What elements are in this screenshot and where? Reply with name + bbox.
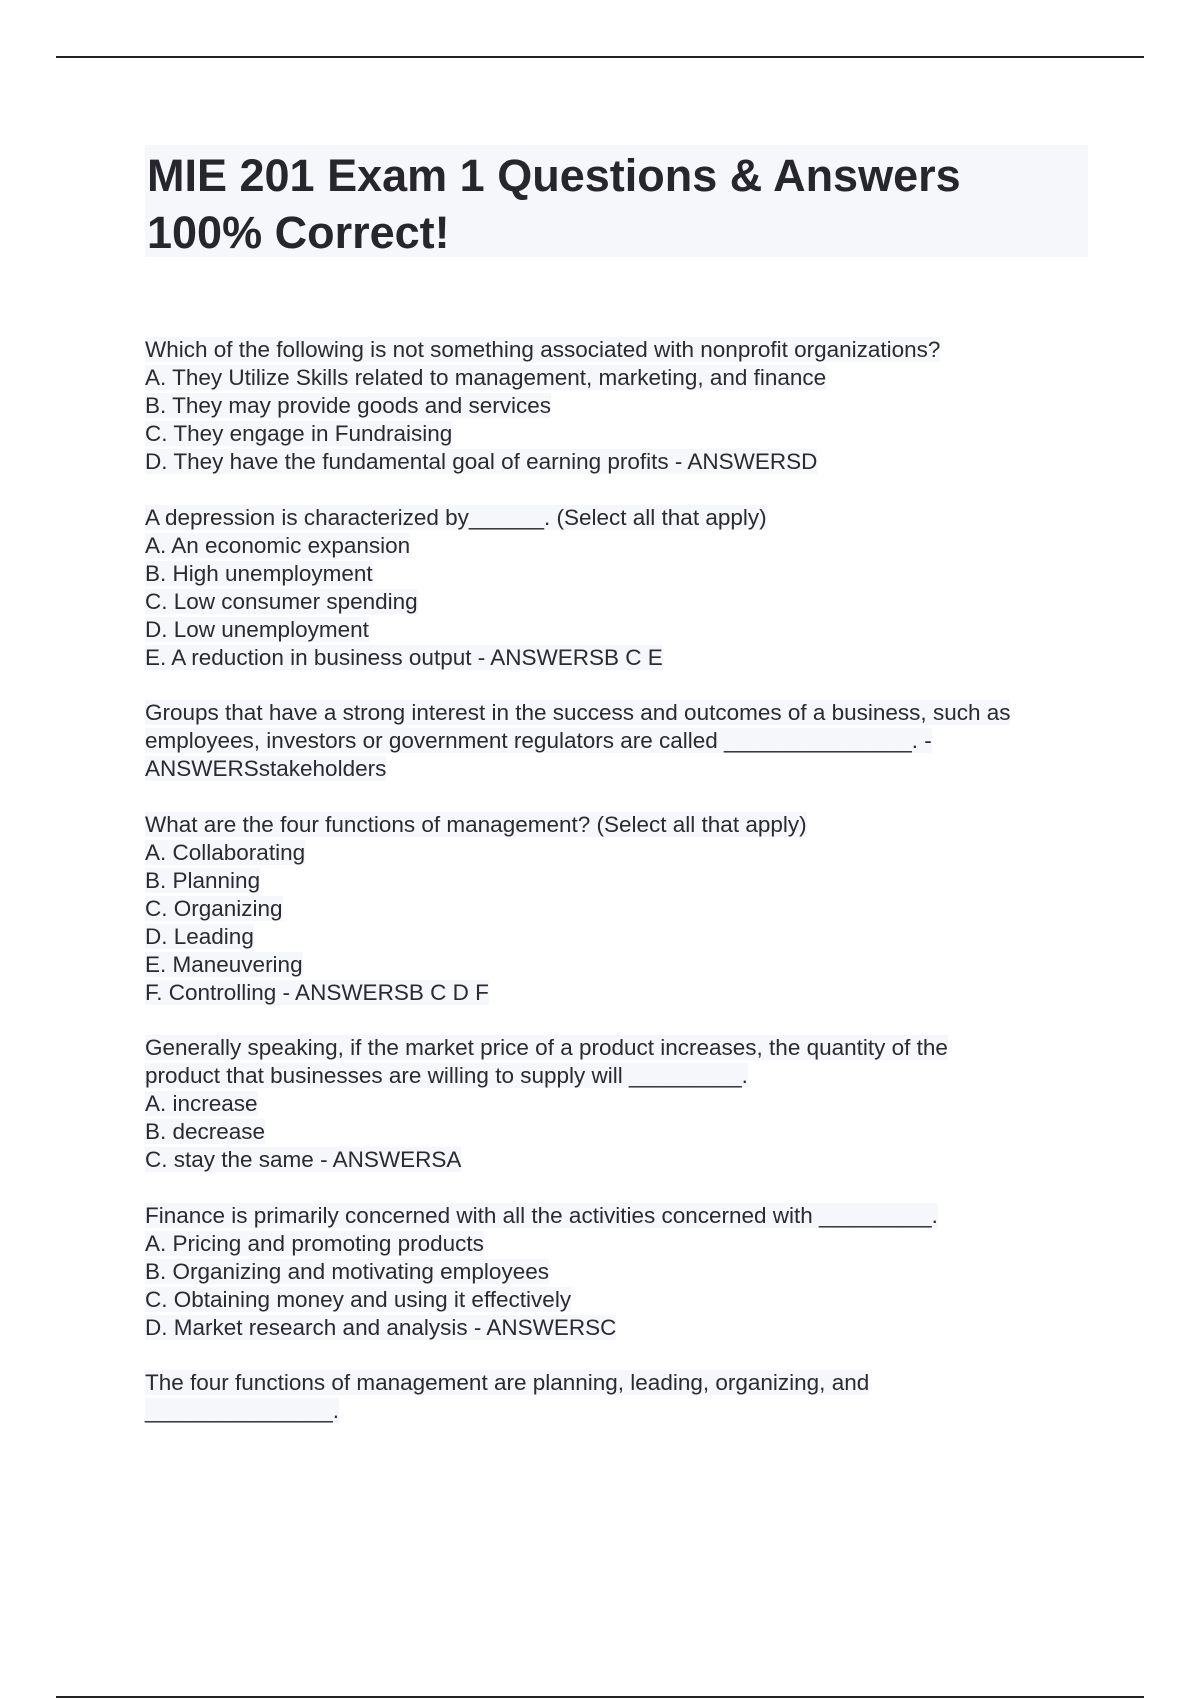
answer-option: B. decrease — [145, 1119, 266, 1144]
question-text: Which of the following is not something associated with nonprofit organizations? — [145, 337, 941, 362]
answer-option: B. Organizing and motivating employees — [145, 1258, 549, 1284]
question-text: A depression is characterized by______. (Select all that apply) — [145, 504, 767, 530]
bottom-rule — [56, 1696, 1144, 1698]
answer-text: ANSWERSstakeholders — [145, 756, 387, 781]
answer-option: D. Leading — [145, 923, 254, 949]
question-block-1 — [145, 336, 1105, 476]
answer-option: C. Obtaining money and using it effectively — [145, 1286, 572, 1312]
question-text: Generally speaking, if the market price of a product increases, the quantity of the — [145, 1035, 948, 1060]
answer-option: E. Maneuvering — [145, 951, 303, 977]
answer-option: C. Low consumer spending — [145, 588, 418, 614]
title-line-2: 100% Correct! — [147, 207, 450, 258]
answer-option: D. Low unemployment — [145, 616, 369, 642]
answer-option: D. They have the fundamental goal of earning profits - ANSWERSD — [145, 449, 818, 474]
question-text: Groups that have a strong interest in the success and outcomes of a business, such as — [145, 700, 1011, 725]
top-rule — [56, 56, 1144, 58]
answer-option: D. Market research and analysis - ANSWERSC — [145, 1314, 617, 1340]
answer-option: C. They engage in Fundraising — [145, 421, 453, 446]
answer-option: A. Pricing and promoting products — [145, 1230, 484, 1256]
answer-option: C. stay the same - ANSWERSA — [145, 1147, 462, 1172]
question-block-3 — [145, 699, 1105, 783]
answer-option: B. They may provide goods and services — [145, 393, 552, 418]
question-text: What are the four functions of management? (Select all that apply) — [145, 811, 807, 837]
document-title — [145, 145, 1088, 257]
question-text: employees, investors or government regulators are called _______________. - — [145, 728, 932, 753]
answer-option: C. Organizing — [145, 895, 283, 921]
answer-option: A. They Utilize Skills related to management, marketing, and finance — [145, 365, 827, 390]
questions-list — [145, 336, 1105, 1453]
question-block-6 — [145, 1202, 1105, 1342]
answer-option: A. Collaborating — [145, 839, 306, 865]
answer-option: B. Planning — [145, 867, 261, 893]
question-text: Finance is primarily concerned with all the activities concerned with _________. — [145, 1202, 938, 1228]
question-text: The four functions of management are planning, leading, organizing, and — [145, 1370, 870, 1395]
question-block-7 — [145, 1369, 1105, 1425]
question-text: product that businesses are willing to supply will _________. — [145, 1063, 748, 1088]
question-block-2 — [145, 504, 1105, 672]
answer-option: A. increase — [145, 1091, 258, 1116]
title-line-1: MIE 201 Exam 1 Questions & Answers — [147, 150, 961, 201]
answer-option: F. Controlling - ANSWERSB C D F — [145, 979, 489, 1005]
question-block-5 — [145, 1034, 1105, 1174]
answer-option: B. High unemployment — [145, 560, 373, 586]
question-block-4 — [145, 811, 1105, 1007]
answer-option: E. A reduction in business output - ANSWERSB C E — [145, 644, 663, 670]
question-text: _______________. — [145, 1398, 339, 1423]
answer-option: A. An economic expansion — [145, 532, 411, 558]
